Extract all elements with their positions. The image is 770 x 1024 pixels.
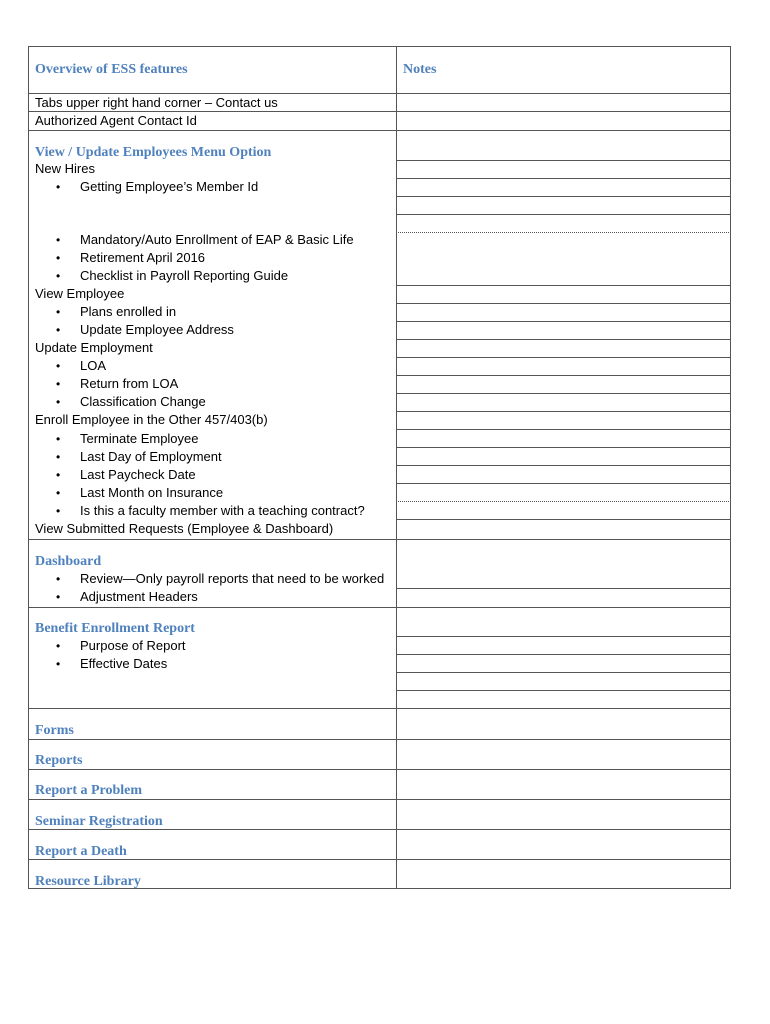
bullet-effective-dates: • Effective Dates — [80, 656, 167, 672]
bullet-review: • Review—Only payroll reports that need to be worked — [80, 571, 384, 587]
notes-line — [396, 501, 731, 502]
notes-line — [396, 160, 731, 161]
bullet-mandatory-enrollment: • Mandatory/Auto Enrollment of EAP & Basic Life — [80, 232, 354, 248]
section-heading-benefit: Benefit Enrollment Report — [35, 621, 195, 636]
bullet-member-id: • Getting Employee’s Member Id — [80, 179, 258, 195]
bullet-last-month: • Last Month on Insurance — [80, 485, 223, 501]
row-divider — [28, 607, 731, 608]
notes-line — [396, 429, 731, 430]
section-heading-seminar: Seminar Registration — [35, 814, 163, 829]
notes-line — [396, 393, 731, 394]
section-heading-resource-library: Resource Library — [35, 874, 141, 889]
row-divider — [28, 708, 731, 709]
bullet-classification-change: • Classification Change — [80, 394, 206, 410]
column-divider — [396, 46, 397, 889]
bullet-last-day: • Last Day of Employment — [80, 449, 222, 465]
notes-line — [396, 519, 731, 520]
notes-line — [396, 654, 731, 655]
notes-line — [396, 321, 731, 322]
column-header-overview: Overview of ESS features — [35, 62, 188, 77]
section-heading-dashboard: Dashboard — [35, 554, 102, 569]
bullet-last-paycheck: • Last Paycheck Date — [80, 467, 196, 483]
row-divider — [28, 93, 731, 94]
section-heading-reports: Reports — [35, 753, 83, 768]
notes-line — [396, 465, 731, 466]
bullet-update-address: • Update Employee Address — [80, 322, 234, 338]
row-divider — [28, 769, 731, 770]
item-new-hires: New Hires — [35, 161, 95, 176]
notes-line — [396, 672, 731, 673]
notes-line — [396, 588, 731, 589]
notes-line — [396, 411, 731, 412]
item-update-employment: Update Employment — [35, 340, 153, 355]
notes-line — [396, 214, 731, 215]
notes-line — [396, 690, 731, 691]
notes-line — [396, 111, 731, 112]
notes-line — [396, 375, 731, 376]
notes-line — [396, 303, 731, 304]
row-divider — [28, 130, 731, 131]
notes-line — [396, 285, 731, 286]
bullet-faculty-member: • Is this a faculty member with a teaching contract? — [80, 503, 365, 519]
item-view-employee: View Employee — [35, 286, 125, 301]
bullet-adjustment-headers: • Adjustment Headers — [80, 589, 198, 605]
bullet-plans-enrolled: • Plans enrolled in — [80, 304, 176, 320]
bullet-terminate: • Terminate Employee — [80, 431, 199, 447]
notes-line — [396, 178, 731, 179]
row-divider — [28, 859, 731, 860]
bullet-purpose: • Purpose of Report — [80, 638, 186, 654]
notes-line — [396, 483, 731, 484]
row-divider — [28, 111, 397, 112]
bullet-retirement: • Retirement April 2016 — [80, 250, 205, 266]
section-heading-forms: Forms — [35, 723, 74, 738]
row-divider — [28, 539, 731, 540]
section-heading-view-update: View / Update Employees Menu Option — [35, 145, 272, 160]
section-heading-report-problem: Report a Problem — [35, 783, 143, 798]
notes-line — [396, 447, 731, 448]
notes-line — [396, 339, 731, 340]
bullet-loa: • LOA — [80, 358, 106, 374]
item-enroll-other: Enroll Employee in the Other 457/403(b) — [35, 412, 268, 427]
notes-line — [396, 357, 731, 358]
row-divider — [28, 739, 731, 740]
intro-agent-id: Authorized Agent Contact Id — [35, 113, 197, 128]
column-header-notes: Notes — [403, 62, 437, 77]
section-heading-report-death: Report a Death — [35, 844, 127, 859]
bullet-return-loa: • Return from LOA — [80, 376, 178, 392]
bullet-checklist: • Checklist in Payroll Reporting Guide — [80, 268, 288, 284]
notes-line — [396, 196, 731, 197]
notes-line — [396, 232, 731, 233]
row-divider — [28, 799, 731, 800]
item-view-submitted: View Submitted Requests (Employee & Dashboard) — [35, 521, 334, 536]
notes-line — [396, 636, 731, 637]
intro-contact-us: Tabs upper right hand corner – Contact us — [35, 95, 278, 110]
